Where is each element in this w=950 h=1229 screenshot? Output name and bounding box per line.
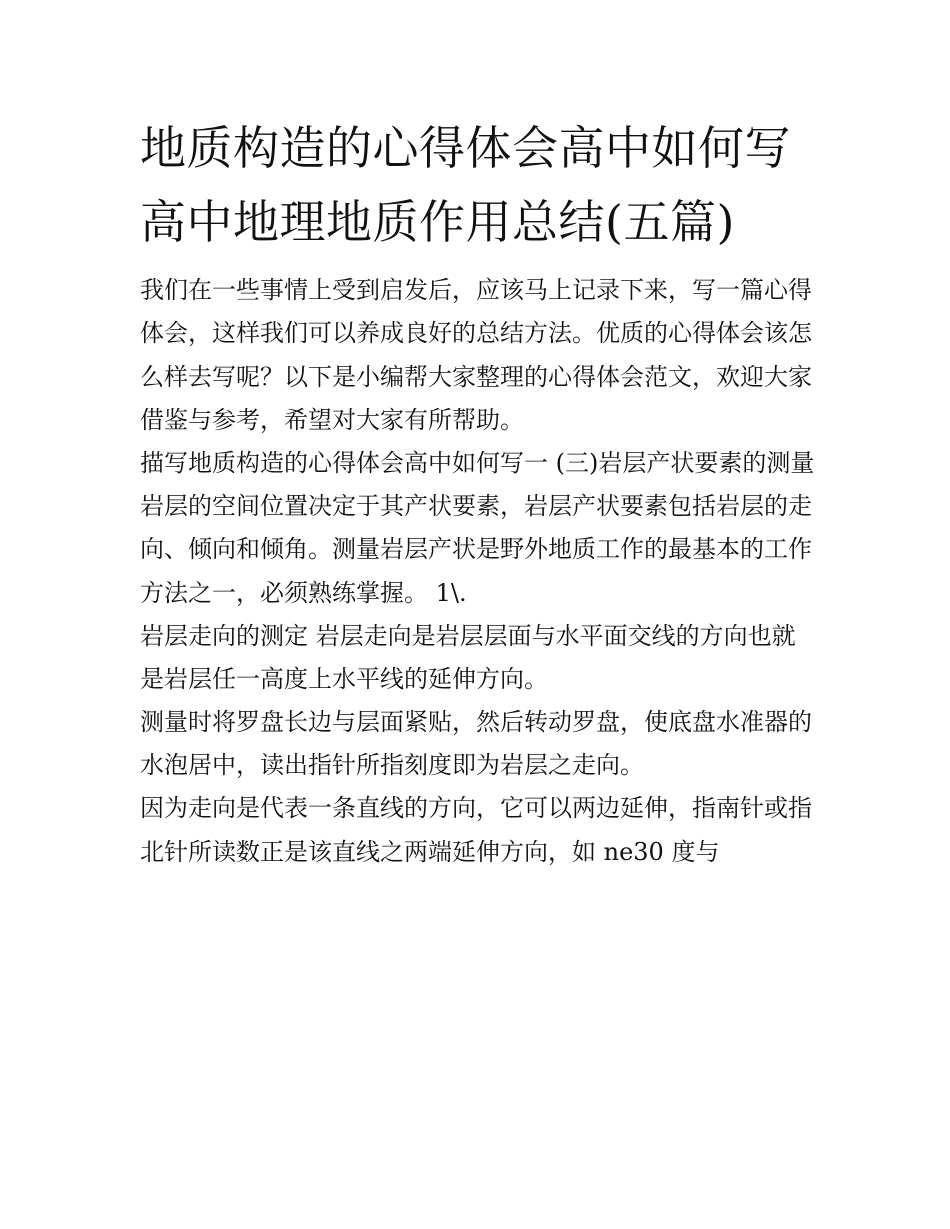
paragraph-attitude-elements: 岩层的空间位置决定于其产状要素，岩层产状要素包括岩层的走向、倾向和倾角。测量岩层产状是野外地质工作的最基本的工作方法之一，必须熟练掌握。 1\. — [140, 492, 812, 607]
paragraph-measuring-method: 测量时将罗盘长边与层面紧贴，然后转动罗盘，使底盘水准器的水泡居中，读出指针所指刻度即为岩层之走向。 — [140, 708, 812, 780]
paragraph-strike-definition: 岩层走向的测定 岩层走向是岩层层面与水平面交线的方向也就是岩层任一高度上水平线的延伸方向。 — [140, 621, 796, 693]
document-title: 地质构造的心得体会高中如何写 高中地理地质作用总结(五篇) — [140, 121, 791, 249]
paragraph-intro: 我们在一些事情上受到启发后，应该马上记录下来，写一篇心得体会，这样我们可以养成良好的总结方法。优质的心得体会该怎么样去写呢？以下是小编帮大家整理的心得体会范文，欢迎大家借鉴与参考，希望对大家有所帮助。 — [140, 276, 812, 434]
document-content — [140, 112, 815, 874]
paragraph-section-heading: 描写地质构造的心得体会高中如何写一 (三)岩层产状要素的测量 — [140, 448, 815, 477]
paragraph-strike-direction: 因为走向是代表一条直线的方向，它可以两边延伸，指南针或指北针所读数正是该直线之两端延伸方向，如 ne30 度与 — [140, 794, 812, 866]
